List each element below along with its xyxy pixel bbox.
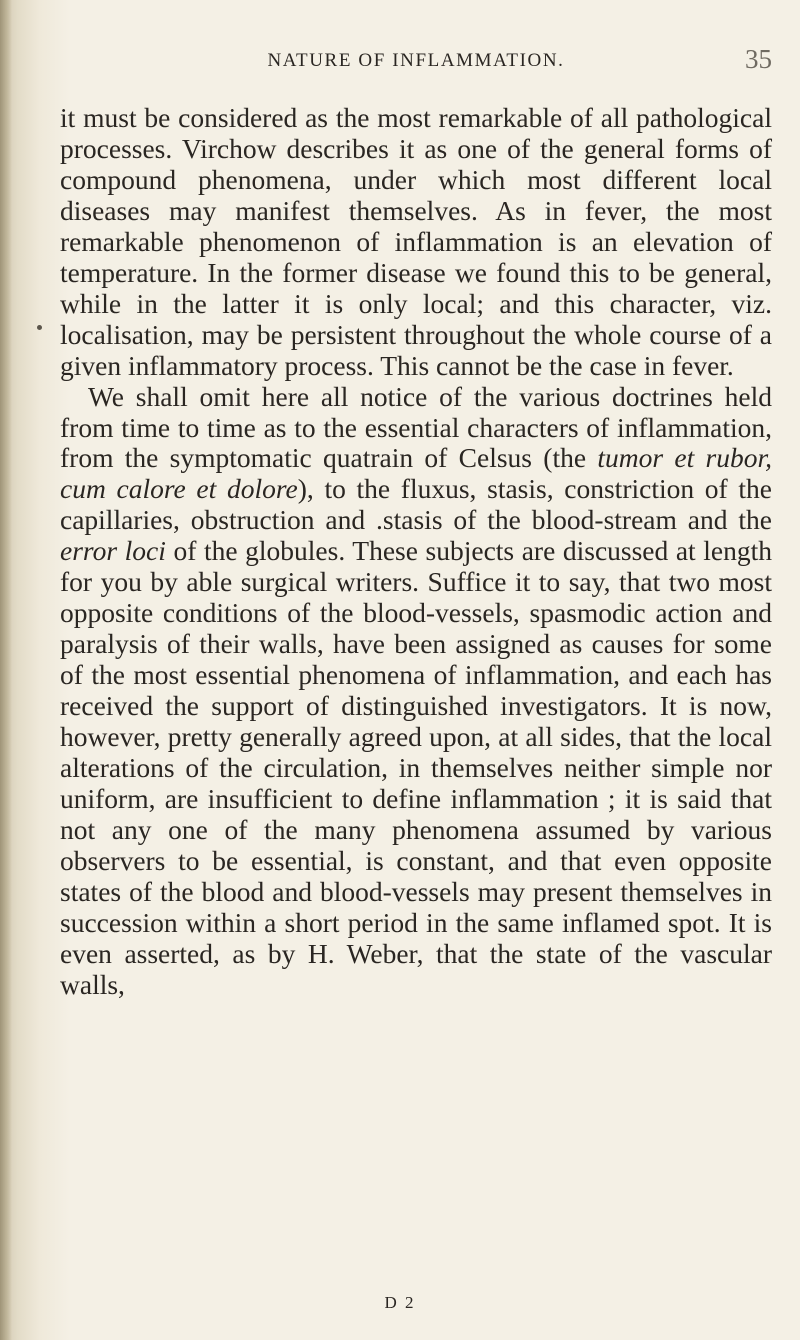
text-segment: it must be considered as the most remarkable of all pathological processes. Virchow describes it as one of the general forms of compound phenomena, under which most different local diseases may manifest themselves. As in fever, the most remarkable phenomenon of inflammation is an elevation of temperature. In the former disease we found this to be general, while in the latter it is only local; and this character, viz. localisation, may be persistent throughout the whole course of a given inflammatory process. This cannot be the case in fever.	[60, 102, 772, 381]
italic-latin-quatrain: tumor et rubor, cum calore et dolore	[60, 442, 772, 505]
running-head	[60, 44, 772, 80]
text-segment: of the globules. These subjects are discussed at length for you by able surgical writers. Suffice it to say, that two most opposite conditions of the blood-vessels, spasmodic action and paralysis of their walls, have been assigned as causes for some of the most essential phenomena of inflammation, and each has received the support of distinguished investigators. It is now, however, pretty generally agreed upon, at all sides, that the local alterations of the circulation, in themselves neither simple nor uniform, are insufficient to define inflammation ; it is said that not any one of the many phenomena assumed by various observers to be essential, is constant, and that even opposite states of the blood and blood-vessels may present themselves in succession within a short period in the same inflamed spot. It is even asserted, as by H. Weber, that the state of the vascular walls,	[60, 535, 773, 1000]
signature-mark: D 2	[384, 1293, 416, 1312]
text-segment: ), to the fluxus, stasis, constriction of the capillaries, obstruction and .stasis of the blood-stream and the	[60, 473, 772, 536]
paragraph-2	[60, 382, 772, 1001]
body-text	[60, 103, 772, 1001]
running-title: NATURE OF INFLAMMATION.	[267, 50, 565, 71]
page-number: 35	[745, 44, 772, 74]
text-segment: We shall omit here all notice of the various doctrines held from time to time as to the essential characters of inflammation, from the symptomatic quatrain of Celsus (the	[60, 380, 772, 474]
margin-speck	[37, 325, 42, 330]
paragraph-1	[60, 103, 772, 382]
italic-error-loci: error loci	[60, 535, 166, 567]
binding-gutter	[0, 0, 12, 1340]
